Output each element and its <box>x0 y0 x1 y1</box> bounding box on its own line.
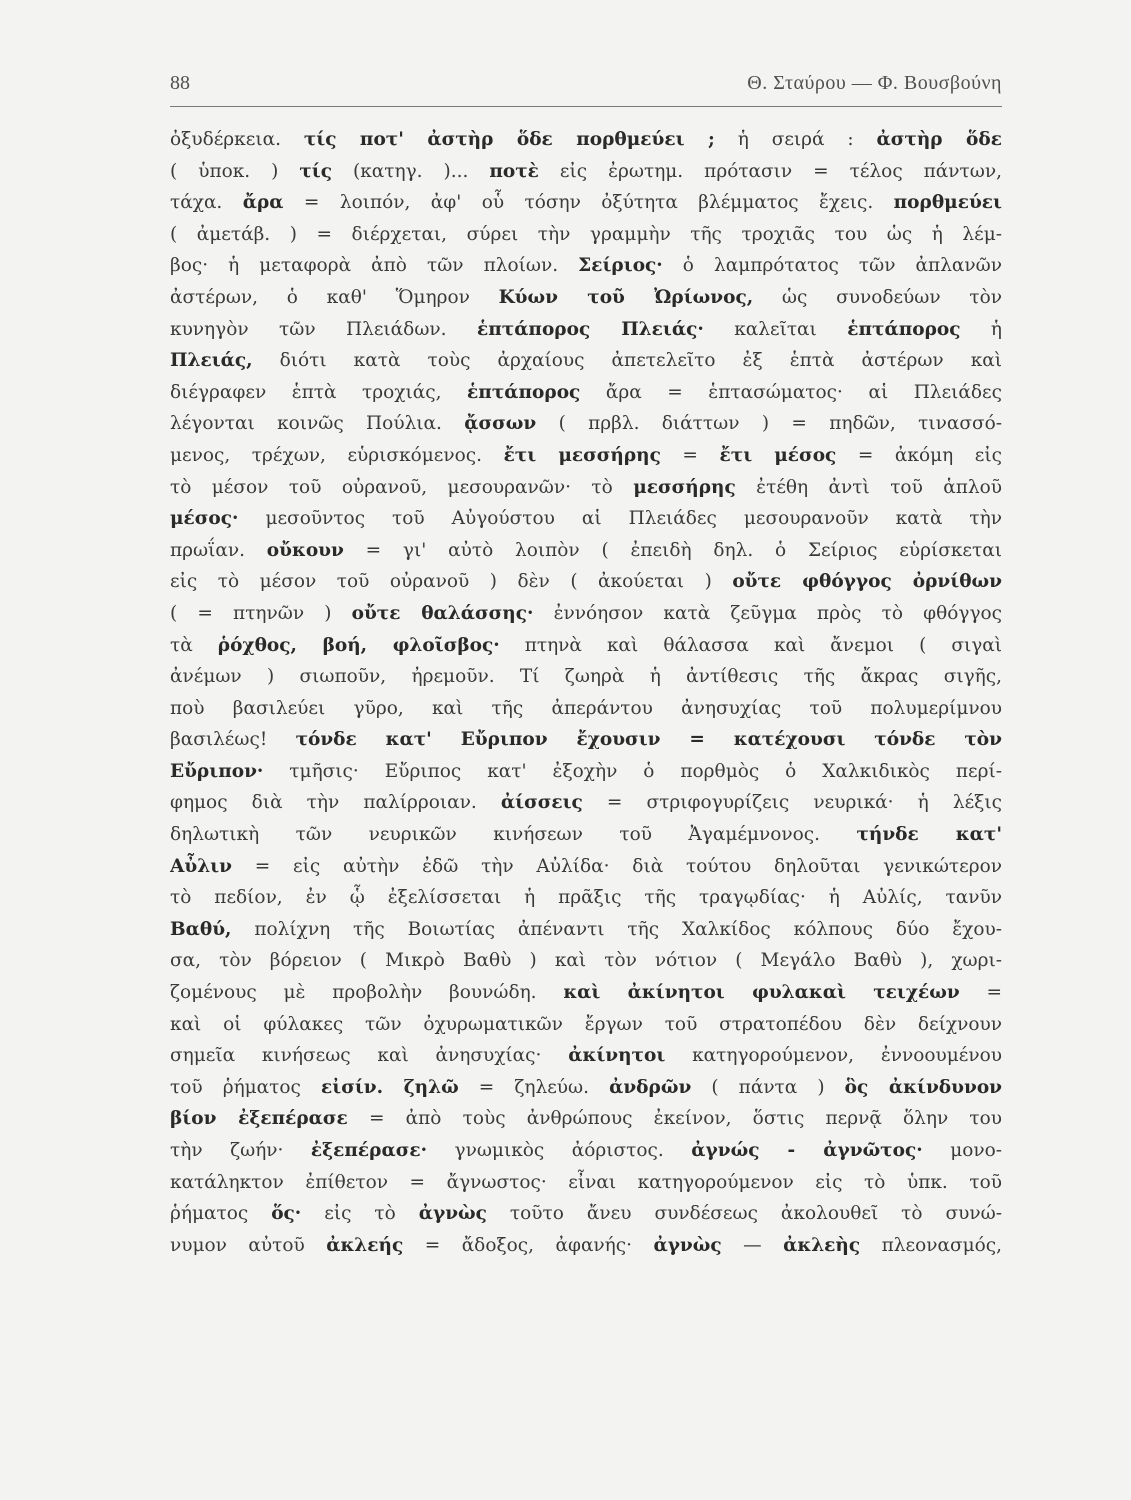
text-line <box>170 819 1002 851</box>
text-run: πλεονασμός, <box>860 1234 1002 1256</box>
page-header <box>170 72 1002 107</box>
text-run: = ἀκόμη εἰς <box>836 444 1002 466</box>
text-run: ὡς συνοδεύων τὸν <box>753 286 1002 308</box>
text-run: μεσοῦντος τοῦ Αὐγούστου αἱ Πλειάδες μεσουρανοῦν κατὰ τὴν <box>238 508 1002 530</box>
lemma-bold: καὶ ἀκίνητοι φυλακαὶ τειχέων <box>563 982 960 1004</box>
lemma-bold: ὃς ἀκίνδυνον <box>844 1076 1002 1098</box>
text-line <box>170 945 1002 977</box>
text-run: τοῦτο ἄνευ συνδέσεως ἀκολουθεῖ τὸ συνώ- <box>486 1203 1002 1225</box>
text-run: διέγραφεν ἑπτὰ τροχιάς, <box>170 381 468 403</box>
text-run: = <box>959 982 1002 1004</box>
text-line <box>170 851 1002 883</box>
lemma-bold: ἔτι μέσος <box>719 444 837 466</box>
text-run: βος· ἡ μεταφορὰ ἀπὸ τῶν πλοίων. <box>170 255 579 277</box>
text-run: εἰς τὸ <box>301 1203 419 1225</box>
lemma-bold: τήνδε κατ' <box>856 824 1002 846</box>
text-run: γνωμικὸς ἀόριστος. <box>427 1140 692 1161</box>
text-run: ἡ <box>960 318 1002 340</box>
text-line <box>170 724 1002 756</box>
lemma-bold: ἀκλεής <box>326 1234 404 1256</box>
text-line <box>170 345 1002 377</box>
text-run: τοῦ ῥήματος <box>170 1076 321 1098</box>
text-run: κατηγορούμενον, ἐννοουμένου <box>665 1045 1002 1067</box>
text-line <box>170 566 1002 598</box>
text-run: ἐτέθη ἀντὶ τοῦ ἁπλοῦ <box>735 476 1002 498</box>
text-line <box>170 472 1002 504</box>
text-run: κατάληκτον ἐπίθετον = ἄγνωστος· εἶναι κατηγορούμενον εἰς τὸ ὑπκ. τοῦ <box>170 1171 1002 1193</box>
text-run: ἄρα = ἑπτασώματος· αἱ Πλειάδες <box>580 381 1002 403</box>
text-run: ἀνέμων ) σιωποῦν, ἠρεμοῦν. Τί ζωηρὰ ἡ ἀντίθεσις τῆς ἄκρας σιγῆς, <box>170 666 1002 688</box>
text-line <box>170 914 1002 946</box>
lemma-bold: ἀκίνητοι <box>568 1045 666 1067</box>
text-line <box>170 377 1002 409</box>
text-run: = εἰς αὐτὴν ἐδῶ τὴν Αὐλίδα· διὰ τούτου δηλοῦται γενικώτερον <box>231 855 1002 877</box>
text-run: ( = πτηνῶν ) <box>170 602 352 624</box>
lemma-bold: Πλειάς, <box>170 350 253 372</box>
lemma-bold: ὅς· <box>271 1203 302 1225</box>
running-head: Θ. Σταύρου — Φ. Βουσβούνη <box>747 72 1002 94</box>
text-run: = στριφογυρίζεις νευρικά· ἡ λέξις <box>582 792 1002 814</box>
text-line <box>170 1230 1002 1262</box>
text-run: ὀξυδέρκεια. <box>170 129 304 150</box>
text-run: ποὺ βασιλεύει γῦρο, καὶ τῆς ἀπεράντου ἀνησυχίας τοῦ πολυμερίμνου <box>170 697 1002 719</box>
text-run: τμῆσις· Εὔριπος κατ' ἐξοχὴν ὁ πορθμὸς ὁ Χαλκιδικὸς περί- <box>263 760 1002 782</box>
lemma-bold: ἀκλεὴς <box>783 1234 861 1256</box>
commentary-text <box>170 124 1002 1261</box>
lemma-bold: εἰσίν. ζηλῶ <box>321 1076 459 1098</box>
text-run: μενος, τρέχων, εὑρισκόμενος. <box>170 444 504 466</box>
lemma-bold: βίον ἐξεπέρασε <box>170 1108 348 1130</box>
text-line <box>170 440 1002 472</box>
text-run: ( ὑποκ. ) <box>170 160 300 182</box>
text-line <box>170 977 1002 1009</box>
text-run: = ἀπὸ τοὺς ἀνθρώπους ἐκείνον, ὅστις περνᾷ ὅλην του <box>347 1108 1002 1130</box>
text-run: καὶ οἱ φύλακες τῶν ὀχυρωματικῶν ἔργων τοῦ στρατοπέδου δὲν δείχνουν <box>170 1013 1002 1035</box>
text-run: τὸ μέσον τοῦ οὐρανοῦ, μεσουρανῶν· τὸ <box>170 476 634 498</box>
text-run: πτηνὰ καὶ θάλασσα καὶ ἄνεμοι ( σιγαὶ <box>499 634 1002 656</box>
text-run: μονο- <box>922 1140 1002 1161</box>
text-run: τὴν ζωήν· <box>170 1140 311 1161</box>
lemma-bold: ἀγνώς - ἀγνῶτος· <box>691 1140 923 1161</box>
lemma-bold: ἀγνὼς <box>418 1203 487 1225</box>
text-line <box>170 1072 1002 1104</box>
lemma-bold: οὔτε θαλάσσης· <box>351 602 534 624</box>
text-run: πολίχνη τῆς Βοιωτίας ἀπέναντι τῆς Χαλκίδος κόλπους δύο ἔχου- <box>231 918 1002 940</box>
text-run: βασιλέως! <box>170 729 296 751</box>
text-line <box>170 1135 1002 1167</box>
text-line <box>170 1009 1002 1041</box>
text-line <box>170 408 1002 440</box>
lemma-bold: Κύων τοῦ Ὠρίωνος, <box>498 286 754 308</box>
lemma-bold: τόνδε κατ' Εὔριπον ἔχουσιν = κατέχουσι τόνδε τὸν <box>295 729 1002 751</box>
text-line <box>170 1198 1002 1230</box>
text-run: διότι κατὰ τοὺς ἀρχαίους ἀπετελεῖτο ἐξ ἑπτὰ ἀστέρων καὶ <box>252 350 1002 372</box>
text-line <box>170 156 1002 188</box>
text-run: ( πρβλ. διάττων ) = πηδῶν, τινασσό- <box>536 413 1002 435</box>
lemma-bold: Σείριος· <box>578 255 663 277</box>
text-run: = <box>660 444 720 466</box>
text-line <box>170 787 1002 819</box>
lemma-bold: ἀίσσεις <box>500 792 583 814</box>
text-run: ἡ σειρά : <box>714 129 877 150</box>
text-line <box>170 630 1002 662</box>
text-line <box>170 187 1002 219</box>
text-run: ( πάντα ) <box>691 1076 845 1098</box>
lemma-bold: ῥόχθος, βοή, φλοῖσβος· <box>217 634 500 656</box>
text-run: ἀστέρων, ὁ καθ' Ὅμηρον <box>170 286 499 308</box>
text-line <box>170 661 1002 693</box>
text-line <box>170 1103 1002 1135</box>
text-line <box>170 1040 1002 1072</box>
lemma-bold: μεσσήρης <box>633 476 736 498</box>
lemma-bold: πορθμεύει <box>893 192 1002 214</box>
lemma-bold: ἄρα <box>242 192 284 214</box>
text-run: κυνηγὸν τῶν Πλειάδων. <box>170 318 477 340</box>
text-run: τάχα. <box>170 192 243 214</box>
lemma-bold: ποτὲ <box>489 160 539 182</box>
text-line <box>170 598 1002 630</box>
text-line <box>170 535 1002 567</box>
lemma-bold: ἑπτάπορος Πλειάς· <box>476 318 704 340</box>
lemma-bold: οὔτε φθόγγος ὀρνίθων <box>732 571 1002 593</box>
text-line <box>170 219 1002 251</box>
text-run: = ζηλεύω. <box>458 1076 610 1098</box>
lemma-bold: ἑπτάπορος <box>847 318 961 340</box>
lemma-bold: Εὔριπον· <box>170 760 264 782</box>
text-run: τὰ <box>170 634 218 656</box>
page-number: 88 <box>170 72 190 94</box>
text-line <box>170 756 1002 788</box>
text-line <box>170 314 1002 346</box>
lemma-bold: ἀνδρῶν <box>609 1076 692 1098</box>
lemma-bold: Βαθύ, <box>170 918 232 940</box>
text-line <box>170 882 1002 914</box>
text-run: σημεῖα κινήσεως καὶ ἀνησυχίας· <box>170 1045 569 1067</box>
lemma-bold: οὔκουν <box>266 539 344 561</box>
text-run: ( ἀμετάβ. ) = διέρχεται, σύρει τὴν γραμμὴν τῆς τροχιᾶς του ὡς ἡ λέμ- <box>170 223 1002 245</box>
text-run: εἰς τὸ μέσον τοῦ οὐρανοῦ ) δὲν ( ἀκούεται ) <box>170 571 733 593</box>
text-run: — <box>721 1234 784 1256</box>
lemma-bold: ἀστὴρ ὅδε <box>876 129 1002 150</box>
text-line <box>170 503 1002 535</box>
text-run: = λοιπόν, ἀφ' οὗ τόσην ὀξύτητα βλέμματος ἔχεις. <box>283 192 894 214</box>
lemma-bold: τίς <box>299 160 333 182</box>
text-run: σα, τὸν βόρειον ( Μικρὸ Βαθὺ ) καὶ τὸν νότιον ( Μεγάλο Βαθὺ ), χωρι- <box>170 950 1002 972</box>
text-run: (κατηγ. )... <box>332 160 490 182</box>
text-run: λέγονται κοινῶς Πούλια. <box>170 413 465 435</box>
lemma-bold: ἑπτάπορος <box>467 381 581 403</box>
text-run: πρωΐαν. <box>170 539 267 561</box>
lemma-bold: Αὖλιν <box>170 855 232 877</box>
lemma-bold: ἔτι μεσσήρης <box>503 444 661 466</box>
text-run: εἰς ἐρωτημ. πρότασιν = τέλος πάντων, <box>538 160 1002 182</box>
text-run: νυμον αὐτοῦ <box>170 1234 327 1256</box>
text-line <box>170 282 1002 314</box>
text-run: δηλωτικὴ τῶν νευρικῶν κινήσεων τοῦ Ἀγαμέμνονος. <box>170 824 857 846</box>
text-run: τὸ πεδίον, ἐν ᾧ ἐξελίσσεται ἡ πρᾶξις τῆς τραγῳδίας· ἡ Αὐλίς, τανῦν <box>170 887 1002 909</box>
text-line <box>170 124 1002 156</box>
text-line <box>170 250 1002 282</box>
lemma-bold: ἐξεπέρασε· <box>310 1140 428 1161</box>
lemma-bold: τίς ποτ' ἀστὴρ ὅδε πορθμεύει ; <box>303 129 715 150</box>
text-run: ὁ λαμπρότατος τῶν ἀπλανῶν <box>662 255 1002 277</box>
lemma-bold: ᾄσσων <box>464 413 537 435</box>
text-run: ζομένους μὲ προβολὴν βουνώδη. <box>170 982 564 1004</box>
text-run: ἐννόησον κατὰ ζεῦγμα πρὸς τὸ φθόγγος <box>533 602 1002 624</box>
text-run: = ἄδοξος, ἀφανής· <box>403 1234 654 1256</box>
text-line <box>170 693 1002 725</box>
text-run: καλεῖται <box>703 318 848 340</box>
text-line <box>170 1167 1002 1199</box>
text-run: = γι' αὐτὸ λοιπὸν ( ἐπειδὴ δηλ. ὁ Σείριος εὑρίσκεται <box>343 539 1002 561</box>
text-run: φημος διὰ τὴν παλίρροιαν. <box>170 792 501 814</box>
lemma-bold: ἀγνὼς <box>653 1234 722 1256</box>
lemma-bold: μέσος· <box>170 508 239 530</box>
text-run: ῥήματος <box>170 1203 272 1225</box>
